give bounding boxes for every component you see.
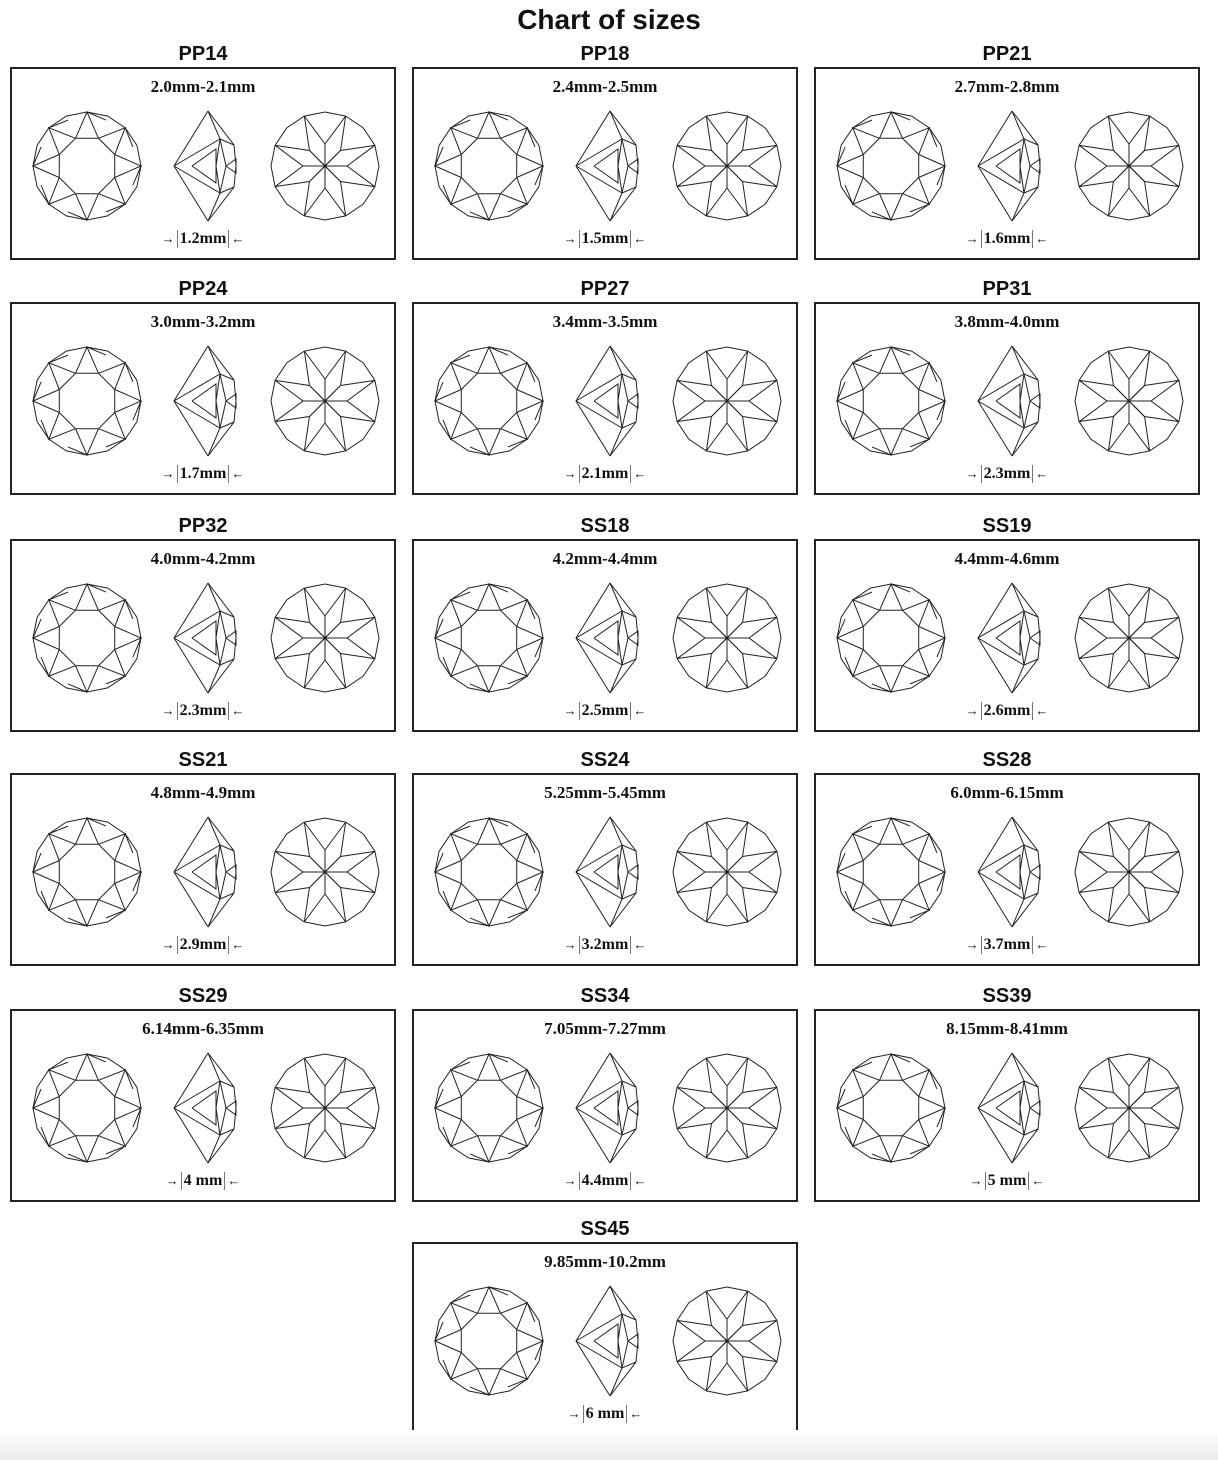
size-cell (814, 513, 1200, 732)
arrow-right-icon: → (567, 1405, 581, 1421)
arrow-left-icon: ← (1035, 936, 1049, 952)
height-dimension (414, 465, 796, 483)
arrow-right-icon: → (969, 1172, 983, 1188)
arrow-left-icon: ← (231, 702, 245, 718)
gem-views (12, 1051, 394, 1165)
size-code: PP27 (580, 278, 630, 300)
size-card (814, 1009, 1200, 1202)
diameter-range: 8.15mm-8.41mm (946, 1019, 1068, 1038)
gem-bottom-view-icon (670, 1051, 784, 1165)
size-cell (412, 983, 798, 1202)
height-value: 1.6mm (983, 229, 1031, 247)
gem-top-view-icon (834, 815, 948, 929)
arrow-left-icon: ← (1035, 702, 1049, 718)
diameter-range: 7.05mm-7.27mm (544, 1019, 666, 1038)
height-value: 3.2mm (581, 935, 629, 953)
gem-top-view-icon (432, 815, 546, 929)
gem-side-view-icon (574, 1051, 642, 1165)
height-value: 2.9mm (179, 935, 227, 953)
gem-side-view-icon (574, 344, 642, 458)
height-dimension (12, 465, 394, 483)
size-code: SS29 (178, 985, 228, 1007)
gem-side-view-icon (574, 815, 642, 929)
gem-bottom-view-icon (268, 581, 382, 695)
size-card (412, 773, 798, 966)
gem-bottom-view-icon (1072, 344, 1186, 458)
height-value: 2.6mm (983, 701, 1031, 719)
gem-side-view-icon (172, 344, 240, 458)
size-cell (412, 41, 798, 260)
gem-top-view-icon (834, 344, 948, 458)
size-card (10, 302, 396, 495)
page-title: Chart of sizes (517, 4, 701, 35)
height-dimension (414, 702, 796, 720)
size-cell (10, 747, 396, 966)
gem-top-view-icon (30, 581, 144, 695)
gem-top-view-icon (432, 109, 546, 223)
diameter-range: 2.7mm-2.8mm (954, 77, 1060, 96)
size-code: PP21 (982, 43, 1032, 65)
arrow-right-icon: → (563, 465, 577, 481)
arrow-left-icon: ← (1031, 1172, 1045, 1188)
gem-views (414, 344, 796, 458)
size-card (10, 773, 396, 966)
size-code: SS21 (178, 749, 228, 771)
size-code: PP24 (178, 278, 228, 300)
gem-top-view-icon (30, 344, 144, 458)
gem-views (12, 109, 394, 223)
arrow-right-icon: → (965, 936, 979, 952)
diameter-range: 4.2mm-4.4mm (552, 549, 658, 568)
gem-views (414, 1284, 796, 1398)
gem-bottom-view-icon (268, 1051, 382, 1165)
gem-side-view-icon (574, 581, 642, 695)
height-value: 1.5mm (581, 229, 629, 247)
height-value: 2.3mm (179, 701, 227, 719)
gem-views (414, 1051, 796, 1165)
size-card (412, 1242, 798, 1435)
gem-views (816, 344, 1198, 458)
diameter-range: 4.8mm-4.9mm (150, 783, 256, 802)
arrow-left-icon: ← (231, 936, 245, 952)
gem-views (816, 581, 1198, 695)
diameter-range: 2.0mm-2.1mm (150, 77, 256, 96)
size-card (814, 773, 1200, 966)
size-card (814, 302, 1200, 495)
arrow-right-icon: → (965, 465, 979, 481)
size-card (412, 1009, 798, 1202)
gem-bottom-view-icon (670, 109, 784, 223)
size-cell (814, 41, 1200, 260)
height-dimension (414, 936, 796, 954)
gem-bottom-view-icon (670, 581, 784, 695)
gem-top-view-icon (432, 1284, 546, 1398)
height-value: 1.7mm (179, 464, 227, 482)
size-card (10, 539, 396, 732)
arrow-left-icon: ← (633, 230, 647, 246)
gem-views (816, 815, 1198, 929)
diameter-range: 5.25mm-5.45mm (544, 783, 666, 802)
height-value: 2.3mm (983, 464, 1031, 482)
gem-side-view-icon (976, 344, 1044, 458)
gem-bottom-view-icon (670, 1284, 784, 1398)
arrow-right-icon: → (965, 230, 979, 246)
diameter-range: 3.8mm-4.0mm (954, 312, 1060, 331)
arrow-left-icon: ← (629, 1405, 643, 1421)
size-code: SS24 (580, 749, 630, 771)
arrow-right-icon: → (161, 230, 175, 246)
arrow-right-icon: → (563, 1172, 577, 1188)
arrow-left-icon: ← (231, 230, 245, 246)
size-code: PP32 (178, 515, 228, 537)
gem-views (414, 815, 796, 929)
diameter-range: 9.85mm-10.2mm (544, 1252, 666, 1271)
arrow-left-icon: ← (1035, 230, 1049, 246)
height-dimension (816, 465, 1198, 483)
height-dimension (816, 1172, 1198, 1190)
height-dimension (816, 936, 1198, 954)
height-dimension (12, 702, 394, 720)
size-cell (814, 276, 1200, 495)
size-code: PP14 (178, 43, 228, 65)
size-card (814, 67, 1200, 260)
gem-top-view-icon (30, 1051, 144, 1165)
gem-bottom-view-icon (268, 109, 382, 223)
arrow-right-icon: → (161, 465, 175, 481)
gem-side-view-icon (976, 815, 1044, 929)
gem-side-view-icon (172, 581, 240, 695)
size-cell (10, 41, 396, 260)
gem-bottom-view-icon (268, 815, 382, 929)
gem-bottom-view-icon (1072, 109, 1186, 223)
size-code: SS18 (580, 515, 630, 537)
gem-views (12, 581, 394, 695)
diameter-range: 3.0mm-3.2mm (150, 312, 256, 331)
arrow-right-icon: → (563, 936, 577, 952)
gem-side-view-icon (976, 1051, 1044, 1165)
gem-views (12, 344, 394, 458)
height-value: 3.7mm (983, 935, 1031, 953)
height-value: 4 mm (183, 1171, 223, 1189)
gem-views (816, 109, 1198, 223)
arrow-left-icon: ← (633, 702, 647, 718)
size-code: SS39 (982, 985, 1032, 1007)
arrow-left-icon: ← (231, 465, 245, 481)
gem-side-view-icon (976, 109, 1044, 223)
arrow-left-icon: ← (633, 465, 647, 481)
gem-side-view-icon (172, 109, 240, 223)
gem-views (414, 109, 796, 223)
arrow-left-icon: ← (633, 1172, 647, 1188)
size-cell (10, 983, 396, 1202)
height-dimension (12, 230, 394, 248)
arrow-right-icon: → (965, 702, 979, 718)
height-value: 2.5mm (581, 701, 629, 719)
gem-top-view-icon (834, 581, 948, 695)
size-card (412, 67, 798, 260)
gem-top-view-icon (834, 1051, 948, 1165)
size-card (10, 67, 396, 260)
gem-top-view-icon (30, 109, 144, 223)
gem-bottom-view-icon (1072, 1051, 1186, 1165)
size-code: PP18 (580, 43, 630, 65)
bottom-fade (0, 1430, 1218, 1460)
gem-side-view-icon (172, 815, 240, 929)
gem-bottom-view-icon (670, 815, 784, 929)
height-dimension (414, 230, 796, 248)
arrow-left-icon: ← (227, 1172, 241, 1188)
size-code: SS28 (982, 749, 1032, 771)
diameter-range: 4.4mm-4.6mm (954, 549, 1060, 568)
arrow-right-icon: → (563, 230, 577, 246)
height-value: 5 mm (987, 1171, 1027, 1189)
arrow-right-icon: → (161, 702, 175, 718)
arrow-right-icon: → (563, 702, 577, 718)
height-dimension (816, 702, 1198, 720)
gem-top-view-icon (30, 815, 144, 929)
diameter-range: 4.0mm-4.2mm (150, 549, 256, 568)
gem-views (414, 581, 796, 695)
size-cell (814, 983, 1200, 1202)
height-dimension (816, 230, 1198, 248)
height-value: 4.4mm (581, 1171, 629, 1189)
size-card (412, 302, 798, 495)
height-value: 2.1mm (581, 464, 629, 482)
arrow-right-icon: → (165, 1172, 179, 1188)
gem-top-view-icon (432, 344, 546, 458)
diameter-range: 2.4mm-2.5mm (552, 77, 658, 96)
height-dimension (414, 1172, 796, 1190)
height-dimension (12, 936, 394, 954)
diameter-range: 6.14mm-6.35mm (142, 1019, 264, 1038)
gem-side-view-icon (574, 109, 642, 223)
gem-bottom-view-icon (1072, 815, 1186, 929)
height-dimension (414, 1405, 796, 1423)
height-dimension (12, 1172, 394, 1190)
gem-side-view-icon (574, 1284, 642, 1398)
gem-top-view-icon (834, 109, 948, 223)
arrow-left-icon: ← (633, 936, 647, 952)
size-cell (412, 276, 798, 495)
size-cell (10, 276, 396, 495)
arrow-left-icon: ← (1035, 465, 1049, 481)
size-cell (10, 513, 396, 732)
size-card (412, 539, 798, 732)
gem-bottom-view-icon (1072, 581, 1186, 695)
height-value: 1.2mm (179, 229, 227, 247)
gem-bottom-view-icon (670, 344, 784, 458)
height-value: 6 mm (585, 1404, 625, 1422)
gem-side-view-icon (172, 1051, 240, 1165)
size-cell (814, 747, 1200, 966)
gem-views (12, 815, 394, 929)
diameter-range: 6.0mm-6.15mm (950, 783, 1064, 802)
gem-top-view-icon (432, 581, 546, 695)
size-code: SS34 (580, 985, 630, 1007)
size-card (10, 1009, 396, 1202)
arrow-right-icon: → (161, 936, 175, 952)
diameter-range: 3.4mm-3.5mm (552, 312, 658, 331)
size-card (814, 539, 1200, 732)
size-code: SS19 (982, 515, 1032, 537)
size-cell (412, 1216, 798, 1435)
size-code: PP31 (982, 278, 1032, 300)
gem-bottom-view-icon (268, 344, 382, 458)
size-cell (412, 513, 798, 732)
gem-views (816, 1051, 1198, 1165)
size-cell (412, 747, 798, 966)
size-code: SS45 (580, 1218, 630, 1240)
gem-side-view-icon (976, 581, 1044, 695)
gem-top-view-icon (432, 1051, 546, 1165)
